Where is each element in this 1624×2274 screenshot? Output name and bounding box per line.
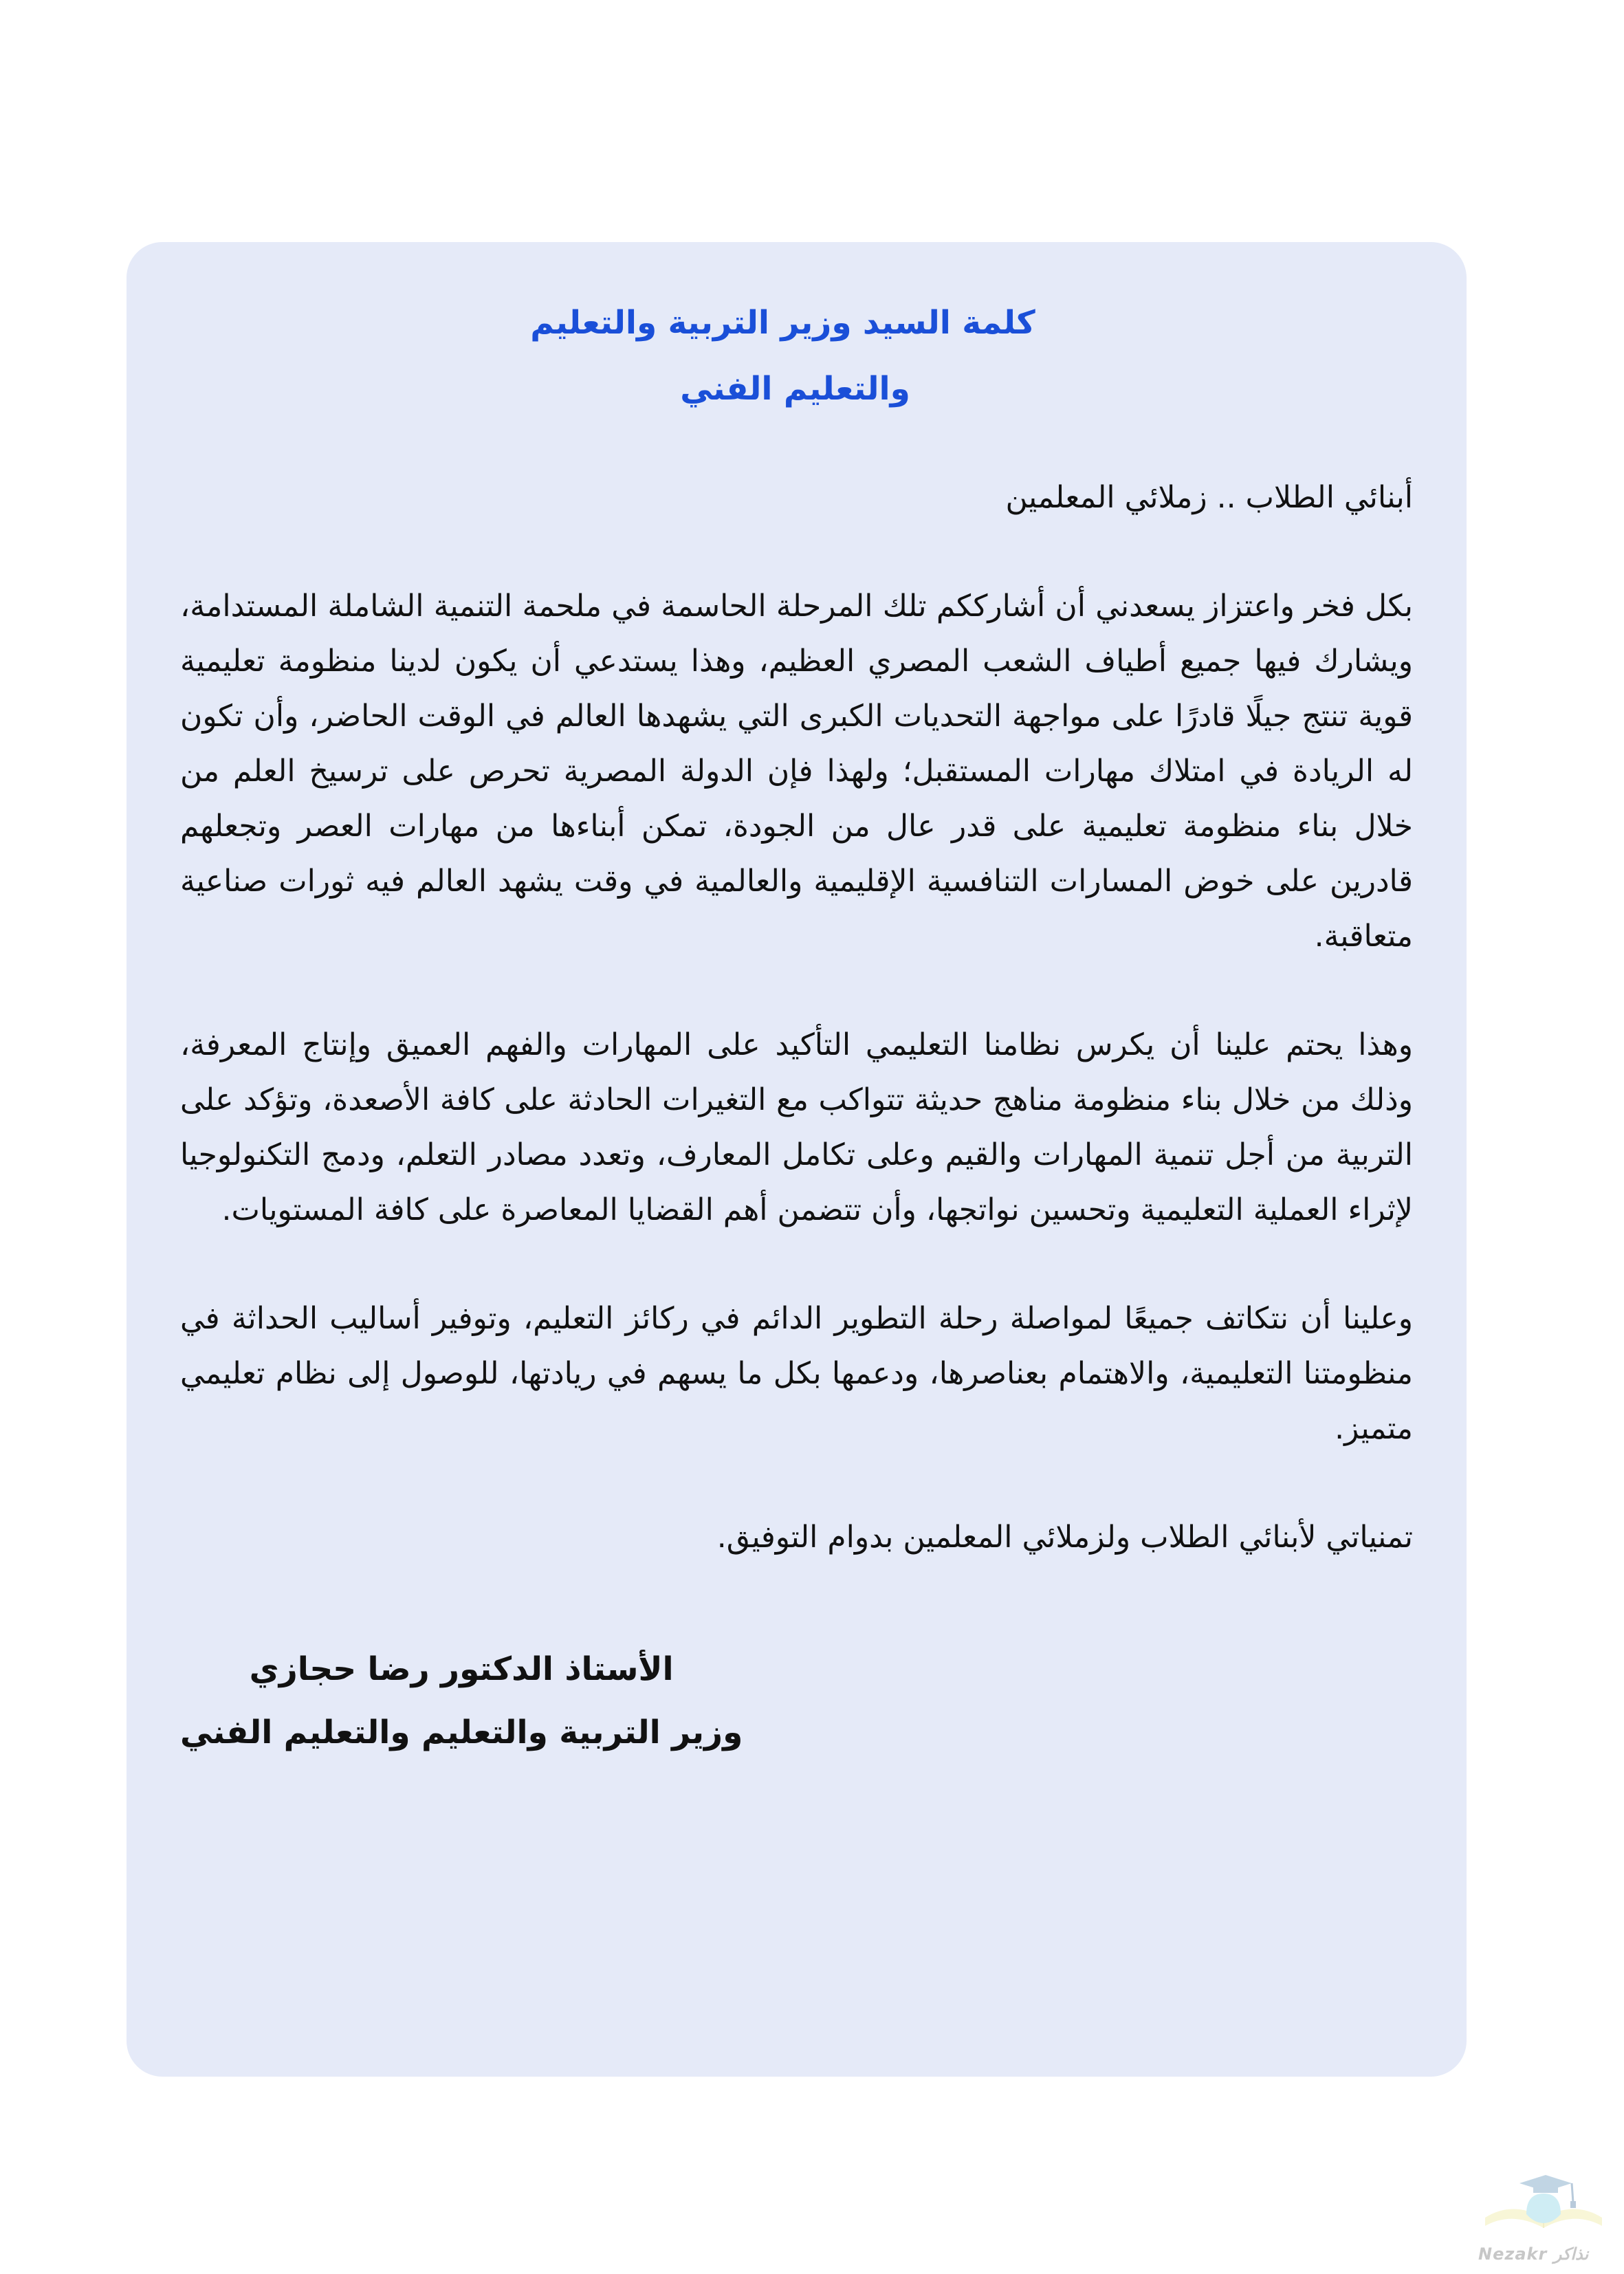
watermark-logo — [1471, 2163, 1616, 2269]
signature-name: الأستاذ الدكتور رضا حجازي — [249, 1650, 674, 1688]
paragraph-3: وعلينا أن نتكاتف جميعًا لمواصلة رحلة التطوير الدائم في ركائز التعليم، وتوفير أساليب الحداثة في منظومتنا التعليمية، والاهتمام بعناصرها، ودعمها بكل ما يسهم في ريادتها، للوصول إلى نظام تعليمي متميز. — [180, 1301, 1413, 1446]
signature-block — [180, 1638, 743, 1764]
signature-title: وزير التربية والتعليم والتعليم الفني — [180, 1714, 743, 1751]
letter-panel — [127, 242, 1467, 2077]
graduation-cap-book-icon — [1471, 2163, 1616, 2245]
title-line-1: كلمة السيد وزير التربية والتعليم — [530, 304, 1035, 342]
title-line-2: والتعليم الفني — [680, 370, 910, 408]
page-title — [180, 290, 1413, 422]
paragraph-1: بكل فخر واعتزاز يسعدني أن أشارككم تلك المرحلة الحاسمة في ملحمة التنمية الشاملة المستدامة، ويشارك فيها جميع أطياف الشعب المصري العظيم، وهذا يستدعي أن يكون لدينا منظومة تعليمية قوية تنتج جيلًا قادرًا على مواجهة التحديات الكبرى التي يشهدها العالم في الوقت الحاضر، وأن تكون له الريادة في امتلاك مهارات المستقبل؛ ولهذا فإن الدولة المصرية تحرص على ترسيخ العلم من خلال بناء منظومة تعليمية على قدر عال من الجودة، تمكن أبناءها من مهارات العصر وتجعلهم قادرين على خوض المسارات التنافسية الإقليمية والعالمية في وقت يشهد العالم فيه ثورات صناعية متعاقبة. — [180, 589, 1413, 954]
greeting: أبنائي الطلاب .. زملائي المعلمين — [1005, 480, 1413, 515]
watermark-text: Nezakr نذاكر — [1478, 2244, 1589, 2264]
paragraph-2: وهذا يحتم علينا أن يكرس نظامنا التعليمي التأكيد على المهارات والفهم العميق وإنتاج المعرفة، وذلك من خلال بناء منظومة مناهج حديثة تتواكب مع التغيرات الحادثة على كافة الأصعدة، وتؤكد على التربية من أجل تنمية المهارات والقيم وعلى تكامل المعارف، وتعدد مصادر التعلم، ودمج التكنولوجيا لإثراء العملية التعليمية وتحسين نواتجها، وأن تتضمن أهم القضايا المعاصرة على كافة المستويات. — [180, 1027, 1413, 1227]
closing-line: تمنياتي لأبنائي الطلاب ولزملائي المعلمين بدوام التوفيق. — [716, 1520, 1413, 1555]
